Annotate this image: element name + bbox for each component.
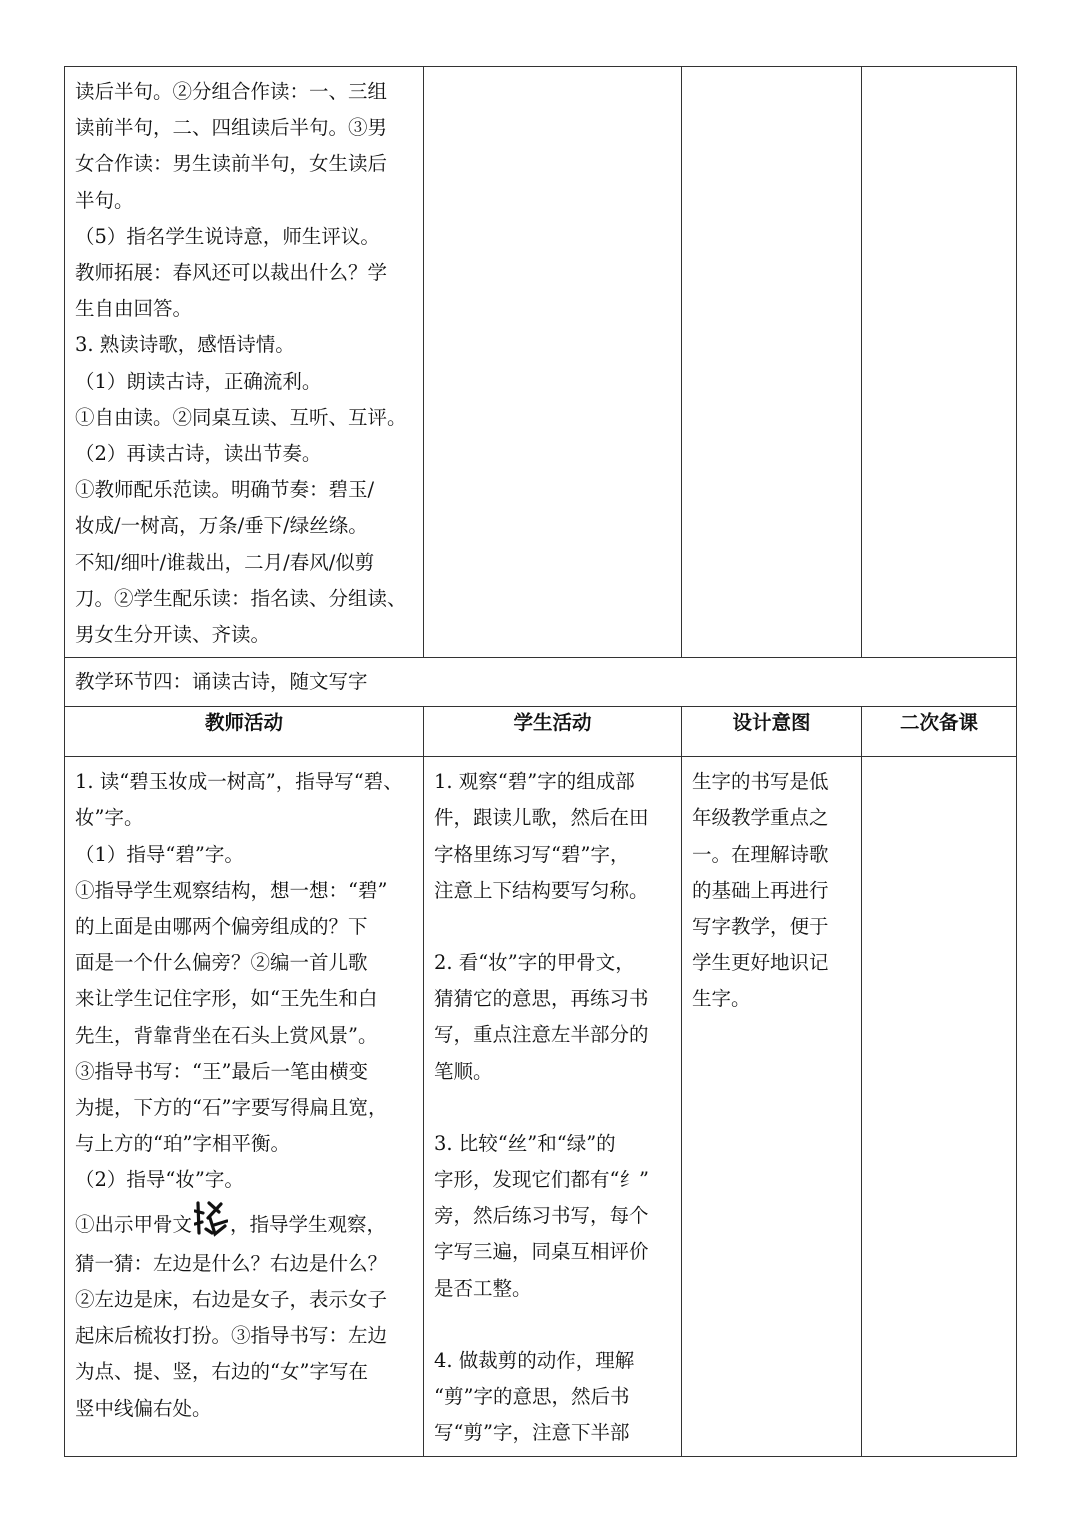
design-intent-cell [682, 757, 862, 1456]
text-line: 3. 熟读诗歌，感悟诗情。 [75, 333, 295, 357]
lesson-plan-table [64, 66, 1017, 1457]
text-line: 1. 观察“碧”字的组成部 [434, 770, 635, 794]
activity-row [65, 757, 1017, 1456]
text-line: 的基础上再进行 [692, 878, 829, 902]
paragraph-gap [434, 909, 673, 945]
header-design-intent: 设计意图 [682, 707, 862, 757]
text-line: 半句。 [75, 188, 134, 212]
text-line: 一。在理解诗歌 [692, 842, 829, 866]
text-line: 猜一猜：左边是什么？右边是什么？ [75, 1251, 388, 1275]
text-line: 字写三遍，同桌互相评价 [434, 1240, 649, 1264]
text-line: ①自由读。②同桌互读、互听、互评。 [75, 405, 407, 429]
teacher-activity-cell [65, 757, 424, 1456]
text-line: 写，重点注意左半部分的 [434, 1023, 649, 1047]
text-line: 刀。②学生配乐读：指名读、分组读、 [75, 586, 407, 610]
text-line: 字形，发现它们都有“纟” [434, 1168, 649, 1192]
design-intent-cell-continued [682, 67, 862, 658]
oracle-line [75, 1199, 415, 1246]
second-prep-cell [862, 757, 1017, 1456]
text-line: 2. 看“妆”字的甲骨文， [434, 951, 635, 975]
text-line: 为提，下方的“石”字要写得扁且宽， [75, 1096, 388, 1120]
text-line: （5）指名学生说诗意，师生评议。 [75, 224, 380, 248]
oracle-prefix: ①出示甲骨文 [75, 1212, 193, 1236]
text-line: 先生，背靠背坐在石头上赏风景”。 [75, 1023, 378, 1047]
text-line: 注意上下结构要写匀称。 [434, 878, 649, 902]
header-row [65, 707, 1017, 757]
text-line: ①指导学生观察结构，想一想：“碧” [75, 878, 388, 902]
text-line: 3. 比较“丝”和“绿”的 [434, 1131, 616, 1155]
text-line: 的上面是由哪两个偏旁组成的？下 [75, 915, 368, 939]
paragraph-gap [434, 1090, 673, 1126]
header-student-activity: 学生活动 [424, 707, 682, 757]
text-line: “剪”字的意思，然后书 [434, 1385, 630, 1409]
text-line: 件，跟读儿歌，然后在田 [434, 806, 649, 830]
section-row [65, 658, 1017, 707]
text-line: 读后半句。②分组合作读：一、三组 [75, 80, 388, 103]
text-line: （1）朗读古诗，正确流利。 [75, 369, 322, 393]
text-line: 妆”字。 [75, 806, 144, 830]
text-line: 生字。 [692, 987, 751, 1011]
oracle-bone-glyph-icon [194, 1199, 228, 1239]
student-activity-cell [424, 757, 682, 1456]
text-line: 写“剪”字，注意下半部 [434, 1421, 630, 1445]
text-line: 是否工整。 [434, 1276, 532, 1300]
text-line: （1）指导“碧”字。 [75, 842, 244, 866]
text-line: ②左边是床，右边是女子，表示女子 [75, 1287, 388, 1311]
text-line: 写字教学，便于 [692, 915, 829, 939]
text-line: ③指导书写：“王”最后一笔由横变 [75, 1059, 368, 1083]
text-line: 生字的书写是低 [692, 770, 829, 794]
oracle-suffix: ，指导学生观察， [230, 1212, 387, 1236]
text-line: （2）指导“妆”字。 [75, 1168, 244, 1192]
text-line: 旁，然后练习书写，每个 [434, 1204, 649, 1228]
text-line: 学生更好地识记 [692, 951, 829, 975]
text-line: 妆成/一树高，万条/垂下/绿丝绦。 [75, 514, 368, 538]
text-line: 竖中线偏右处。 [75, 1396, 212, 1420]
text-line: 年级教学重点之 [692, 806, 829, 830]
text-line: 字格里练习写“碧”字， [434, 842, 630, 866]
text-line: 面是一个什么偏旁？②编一首儿歌 [75, 951, 368, 975]
header-teacher-activity: 教师活动 [65, 707, 424, 757]
text-line: 笔顺。 [434, 1059, 493, 1083]
text-line: 来让学生记住字形，如“王先生和白 [75, 987, 378, 1011]
text-line: 与上方的“珀”字相平衡。 [75, 1132, 290, 1156]
student-activity-cell-continued [424, 67, 682, 658]
text-line: 不知/细叶/谁裁出，二月/春风/似剪 [75, 550, 375, 574]
text-line: 1. 读“碧玉妆成一树高”，指导写“碧、 [75, 770, 403, 794]
text-line: 读前半句，二、四组读后半句。③男 [75, 116, 388, 140]
text-line: 起床后梳妆打扮。③指导书写：左边 [75, 1324, 388, 1348]
second-prep-cell-continued [862, 67, 1017, 658]
header-second-prep: 二次备课 [862, 707, 1017, 757]
text-line: 猜猜它的意思，再练习书 [434, 987, 649, 1011]
teacher-activity-cell-continued [65, 67, 424, 658]
continued-row [65, 67, 1017, 658]
text-line: 教师拓展：春风还可以裁出什么？学 [75, 261, 388, 285]
text-line: （2）再读古诗，读出节奏。 [75, 442, 322, 466]
text-line: 4. 做裁剪的动作，理解 [434, 1348, 635, 1372]
text-line: 为点、提、竖，右边的“女”字写在 [75, 1360, 368, 1384]
section-title: 教学环节四：诵读古诗，随文写字 [75, 670, 368, 694]
text-line: 生自由回答。 [75, 297, 193, 321]
paragraph-gap [434, 1307, 673, 1343]
text-line: ①教师配乐范读。明确节奏：碧玉/ [75, 478, 375, 502]
text-line: 男女生分开读、齐读。 [75, 623, 271, 647]
section-title-cell [65, 658, 1017, 707]
text-line: 女合作读：男生读前半句，女生读后 [75, 152, 388, 176]
